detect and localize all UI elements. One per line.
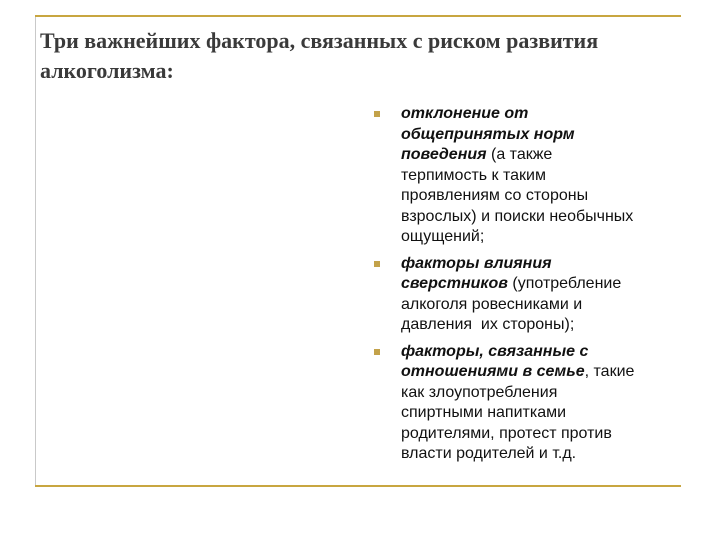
square-bullet-icon [374,349,380,355]
square-bullet-icon [374,261,380,267]
item-line [401,227,694,248]
item-line [401,254,694,275]
emphasis-text: поведения [401,146,487,163]
title-line-1: Три важнейших фактора, связанных с риском развития [40,28,599,53]
item-line [401,145,694,166]
item-line [401,104,694,125]
list-item [374,342,694,465]
list-item [374,254,694,336]
emphasis-text: общепринятых норм [401,125,575,143]
list-item [374,104,694,248]
item-line [401,403,694,424]
item-line [401,315,694,336]
body-text: терпимость к таким [401,166,546,184]
item-line [401,383,694,404]
body-text: власти родителей и т.д. [401,445,577,462]
body-text: , такие [584,363,635,380]
factor-list [374,104,694,471]
body-text: как злоупотребления [401,383,558,401]
emphasis-text: факторы, связанные с [401,342,589,360]
body-text: давления их стороны); [401,316,575,333]
body-text: взрослых) и поиски необычных [401,207,634,225]
item-line [401,186,694,207]
title-line-2: алкоголизма: [40,58,174,83]
body-text: ощущений; [401,228,485,245]
top-divider [35,15,681,17]
item-line [401,342,694,363]
emphasis-text: отношениями в семье [401,363,585,380]
item-line [401,207,694,228]
body-text: (употребление [507,275,622,292]
body-text: (а также [486,146,553,163]
item-line [401,444,694,465]
item-line [401,295,694,316]
body-text: спиртными напитками [401,404,567,421]
item-line [401,274,694,295]
item-line [401,362,694,383]
body-text: родителями, протест против [401,424,612,442]
bottom-divider [35,485,681,487]
emphasis-text: факторы влияния [401,254,552,272]
square-bullet-icon [374,111,380,117]
slide-title [40,26,690,86]
emphasis-text: отклонение от [401,105,529,122]
body-text: проявлениям со стороны [401,187,589,204]
item-line [401,166,694,187]
emphasis-text: сверстников [401,275,508,292]
item-line [401,125,694,146]
body-text: алкоголя ровесниками и [401,295,583,313]
item-line [401,424,694,445]
